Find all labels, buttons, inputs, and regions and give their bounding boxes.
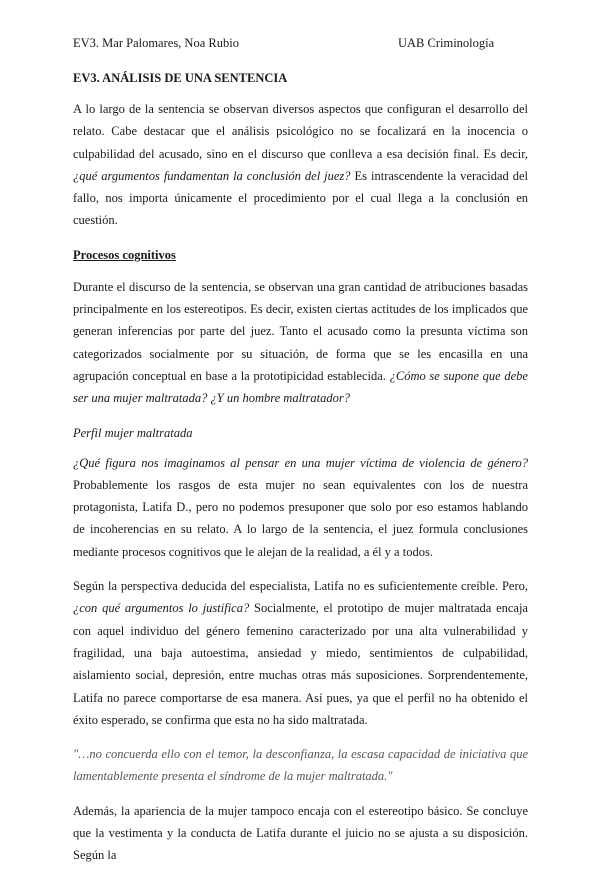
perfil-p2-text-1: Según la perspectiva deducida del especialista, Latifa no es suficientemente creíble. Pero,: [73, 579, 528, 594]
perfil-p2-question: ¿con qué argumentos lo justifica?: [73, 601, 250, 616]
page-header: [73, 36, 533, 54]
subsection-heading-perfil: Perfil mujer maltratada: [73, 425, 193, 440]
perfil-paragraph-1: [73, 452, 528, 563]
header-institution: UAB Criminología: [398, 36, 495, 50]
intro-text-1: A lo largo de la sentencia se observan diversos aspectos que configuran el desarrollo del relato. Cabe destacar que el análisis psicológico no se focalizará en la inocencia o culpabilidad del acusado, sino en el discurso que conlleva a esa decisión final. Es decir,: [73, 102, 528, 161]
perfil-p1-text: Probablemente los rasgos de esta mujer no sean equivalentes con los de nuestra protagonista, Latifa D., pero no podemos presuponer que solo por eso estamos hablando de incoherencias en su relato. A lo largo de la sentencia, el juez formula conclusiones mediante procesos cognitivos que le alejan de la realidad, a él y a todos.: [73, 477, 528, 559]
intro-question: ¿qué argumentos fundamentan la conclusión del juez?: [73, 168, 351, 183]
document-body: [73, 68, 528, 879]
intro-text-2: Es intrascendente la veracidad del fallo, nos importa únicamente el procedimiento por el cual llega a la conclusión en cuestión.: [73, 168, 528, 228]
perfil-paragraph-3: Además, la apariencia de la mujer tampoco encaja con el estereotipo básico. Se concluye que la vestimenta y la conducta de Latifa durante el juicio no se ajusta a su disposición. Según la: [73, 803, 528, 863]
section1-question: ¿Cómo se supone que debe ser una mujer maltratada? ¿Y un hombre maltratador?: [73, 368, 528, 406]
section1-paragraph: [73, 276, 528, 410]
document-title: EV3. ANÁLISIS DE UNA SENTENCIA: [73, 71, 288, 85]
intro-paragraph: [73, 98, 528, 232]
header-authors: EV3. Mar Palomares, Noa Rubio: [73, 36, 239, 50]
perfil-paragraph-2: [73, 575, 528, 731]
sentence-quote: "…no concuerda ello con el temor, la desconfianza, la escasa capacidad de iniciativa que lamentablemente presenta el síndrome de la mujer maltratada.": [73, 747, 528, 784]
section1-text: Durante el discurso de la sentencia, se observan una gran cantidad de atribuciones basadas principalmente en los estereotipos. Es decir, existen ciertas actitudes de los implicados que generan inferencias por parte del juez. Tanto el acusado como la presunta víctima son categorizados socialmente por su situación, de forma que se les encasilla en una agrupación conceptual en base a la prototipicidad establecida.: [73, 279, 528, 383]
section-heading-procesos-cognitivos: Procesos cognitivos: [73, 247, 176, 262]
perfil-p2-text-2: Socialmente, el prototipo de mujer maltratada encaja con aquel individuo del género femenino caracterizado por una alta vulnerabilidad y fragilidad, una baja autoestima, ansiedad y miedo, sentimientos de culpabilidad, aislamiento social, depresión, entre muchas otras más suposiciones. Sorprendentemente, Latifa no parece comportarse de esa manera. Así pues, ya que el perfil no ha obtenido el éxito esperado, se confirma que esta no ha sido maltratada.: [73, 601, 528, 727]
perfil-p1-question: ¿Qué figura nos imaginamos al pensar en una mujer víctima de violencia de género?: [73, 455, 528, 470]
